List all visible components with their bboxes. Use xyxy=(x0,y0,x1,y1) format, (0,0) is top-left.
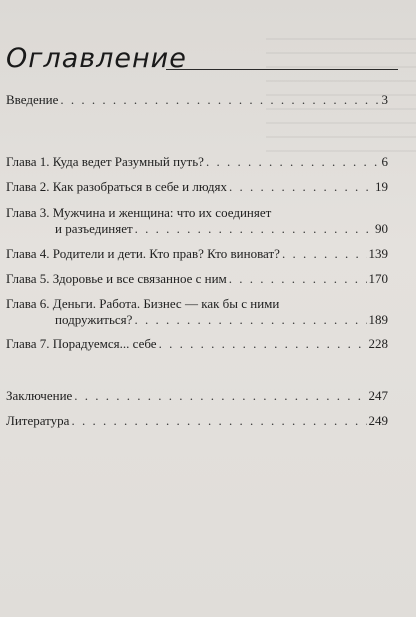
entry-page-number: 139 xyxy=(368,246,388,261)
entry-title-line-2: и разъединяет xyxy=(55,221,133,236)
entry-title: Куда ведет Разумный путь? xyxy=(52,154,204,169)
entry-title-line-1: Мужчина и женщина: что их соединяет xyxy=(52,205,272,220)
leader-dots xyxy=(74,388,366,404)
entry-title: Порадуемся... себе xyxy=(52,336,157,351)
entry-page-number: 6 xyxy=(381,154,388,169)
entry-page-number: 90 xyxy=(375,221,388,236)
leader-dots xyxy=(229,179,373,195)
leader-dots xyxy=(134,312,366,328)
entry-page-number: 247 xyxy=(368,388,388,403)
toc-header xyxy=(6,44,398,74)
toc-entry-chapter-3[interactable] xyxy=(6,205,388,237)
chapter-label: Глава 3. xyxy=(6,205,50,220)
entry-page-number: 170 xyxy=(368,271,388,286)
title-underline xyxy=(166,69,398,70)
toc-entry-chapter-7[interactable] xyxy=(6,336,388,352)
toc-entry-literature[interactable] xyxy=(6,413,388,429)
chapter-label: Глава 4. xyxy=(6,246,50,261)
chapter-label: Глава 7. xyxy=(6,336,50,351)
entry-page-number: 189 xyxy=(368,312,388,327)
entry-title: Родители и дети. Кто прав? Кто виноват? xyxy=(52,246,280,261)
leader-dots xyxy=(229,271,367,287)
chapter-label: Глава 5. xyxy=(6,271,50,286)
leader-dots xyxy=(60,92,379,108)
leader-dots xyxy=(206,154,380,170)
entry-page-number: 19 xyxy=(375,179,388,194)
toc-entry-chapter-6[interactable] xyxy=(6,296,388,328)
entry-page-number: 228 xyxy=(368,336,388,351)
toc-entry-chapter-4[interactable] xyxy=(6,246,388,262)
toc-entry-chapter-2[interactable] xyxy=(6,179,388,195)
leader-dots xyxy=(71,413,366,429)
entry-title-line-1: Деньги. Работа. Бизнес — как бы с ними xyxy=(52,296,280,311)
toc-entry-chapter-1[interactable] xyxy=(6,154,388,170)
entry-title: Введение xyxy=(6,92,59,107)
toc-entry-conclusion[interactable] xyxy=(6,388,388,404)
toc-entry-chapter-5[interactable] xyxy=(6,271,388,287)
toc-entry-introduction[interactable] xyxy=(6,92,388,108)
chapter-label: Глава 2. xyxy=(6,179,50,194)
entry-title: Как разобраться в себе и людях xyxy=(52,179,228,194)
entry-page-number: 3 xyxy=(381,92,388,107)
leader-dots xyxy=(135,221,373,237)
entry-title: Здоровье и все связанное с ним xyxy=(52,271,227,286)
entry-title-line-2: подружиться? xyxy=(55,312,133,327)
page-title: Оглавление xyxy=(6,43,187,74)
chapter-label: Глава 6. xyxy=(6,296,50,311)
entry-page-number: 249 xyxy=(368,413,388,428)
chapter-label: Глава 1. xyxy=(6,154,50,169)
leader-dots xyxy=(159,336,367,352)
entry-title: Литература xyxy=(6,413,70,428)
leader-dots xyxy=(282,246,367,262)
entry-title: Заключение xyxy=(6,388,73,403)
